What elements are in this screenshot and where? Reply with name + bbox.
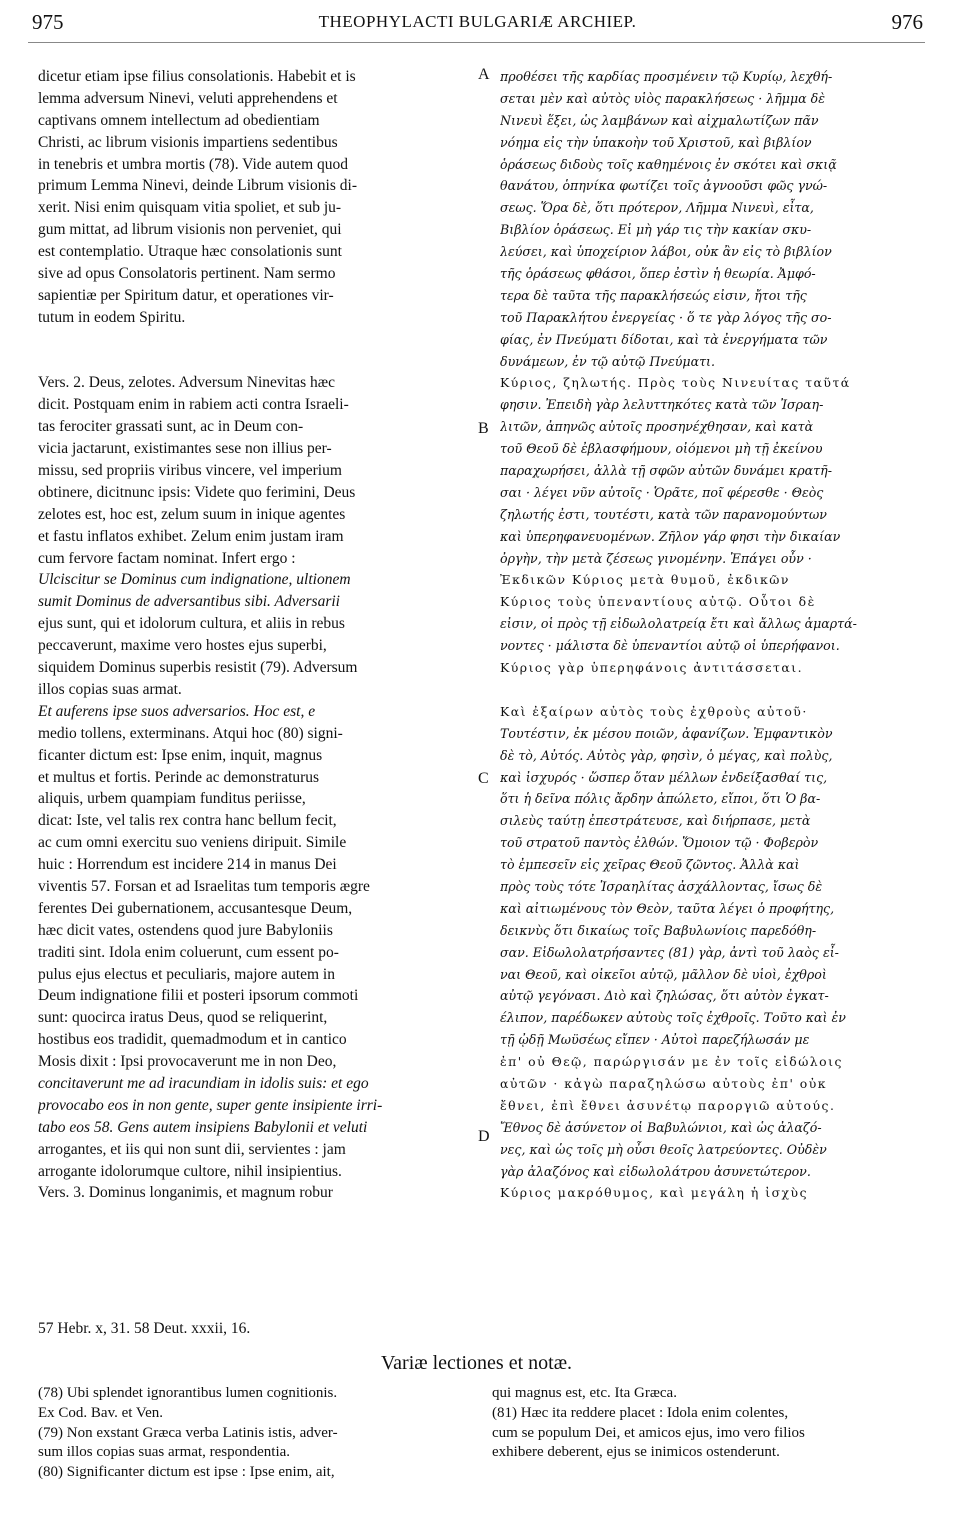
latin-text-line: medio tollens, exterminans. Atqui hoc (80) signi-	[38, 724, 343, 742]
latin-text-line: captivans omnem intellectum ad obedientiam	[38, 111, 320, 129]
margin-letter-a: A	[478, 66, 490, 83]
latin-text-line: obtinere, dicitnunc ipsis: Videte quo ferimini, Deus	[38, 483, 356, 501]
greek-text-line: νόημα εἰς τὴν ὑπακοὴν τοῦ Χριστοῦ, καὶ βιβλίον	[500, 134, 812, 150]
margin-letter-c: C	[478, 770, 489, 787]
greek-text-line: Κύριος τοὺς ὑπεναντίους αὐτῷ. Οὗτοι δὲ	[500, 594, 816, 610]
latin-text-line: hæc dicit vates, ostendens quod jure Babyloniis	[38, 921, 333, 939]
greek-text-line: καὶ αἰτιωμένους τὸν Θεὸν, ταῦτα λέγει ὁ προφήτης,	[500, 900, 835, 916]
latin-text-line: traditi sint. Idola enim coluerunt, cum essent po-	[38, 943, 339, 961]
latin-text-line: zelotes est, hoc est, zelum suum in inique agentes	[38, 505, 346, 523]
latin-text-line: lemma adversum Ninevi, veluti apprehendens et	[38, 89, 338, 107]
header-rule	[28, 42, 925, 43]
latin-text-line: tutum in eodem Spiritu.	[38, 308, 186, 326]
greek-text-line: φίας, ἐν Πνεύματι δίδοται, καὶ τὰ ἐνεργήματα τῶν	[500, 331, 828, 347]
greek-text-line: Βιβλίον ὁράσεως. Εἰ μὴ γάρ τις τὴν κακίαν σκυ-	[500, 222, 812, 238]
latin-text-line: arrogantes, et iis qui non sunt dii, servientes : jam	[38, 1140, 346, 1158]
latin-text-line: primum Lemma Ninevi, deinde Librum visionis di-	[38, 177, 357, 195]
note-line: sum illos copias suas armat, respondentia.	[38, 1444, 291, 1461]
latin-text-line: dicetur etiam ipse filius consolationis. Habebit et is	[38, 68, 356, 85]
greek-text-line: ναι Θεοῦ, καὶ οἰκεῖοι αὐτῷ, μᾶλλον δὲ υἱοὶ, ἐχθροὶ	[500, 966, 827, 982]
latin-text-line: missu, sed propriis viribus vincere, vel imperium	[38, 462, 342, 480]
latin-text-line: sapientiæ per Spiritum datur, et operationes vir-	[38, 286, 334, 304]
page-header	[30, 8, 925, 44]
greek-text-line: ὀργὴν, τὴν μετὰ ζέσεως γινομένην. Ἐπάγει οὖν ·	[500, 550, 812, 566]
latin-text-line: aliquis, urbem quampiam funditus periisse,	[38, 790, 306, 808]
notes-left-column	[38, 1384, 478, 1483]
greek-text-line: Ἐκδικῶν Κύριος μετὰ θυμοῦ, ἐκδικῶν	[500, 572, 790, 588]
note-line: qui magnus est, etc. Ita Græca.	[492, 1385, 677, 1401]
latin-text-line: arrogante idolorumque cultore, nihil insipientius.	[38, 1162, 342, 1180]
note-line: (80) Significanter dictum est ipse : Ipse enim, ait,	[38, 1464, 335, 1481]
greek-text-line: αὐτῶν · κἀγὼ παραζηλώσω αὐτοὺς ἐπ' οὐκ	[500, 1075, 828, 1091]
greek-text-line	[500, 679, 928, 701]
greek-column	[500, 66, 928, 1204]
latin-text-line: ejus sunt, qui et idolorum cultura, et aliis in rebus	[38, 615, 345, 633]
greek-text-line: αὐτῷ γεγόνασι. Διὸ καὶ ζηλώσας, ὅτι αὐτὸν ἐγκατ-	[500, 988, 829, 1004]
latin-text-line: Vers. 3. Dominus longanimis, et magnum robur	[38, 1184, 333, 1202]
greek-text-line: θανάτου, ὁπηνίκα φωτίζει τοῖς ἀγνοοῦσι φῶς γνώ-	[500, 178, 828, 194]
latin-text-line: vicia jactarunt, existimantes sese non illius per-	[38, 440, 332, 458]
greek-text-line: τοῦ Παρακλήτου ἐνεργείας · ὅ τε γὰρ λόγος τῆς σο-	[500, 309, 832, 325]
latin-text-line: concitaverunt me ad iracundiam in idolis suis: et ego	[38, 1074, 369, 1092]
latin-text-line: dicat: Iste, vel talis rex contra hanc bellum fecit,	[38, 812, 337, 830]
greek-text-line: σεως. Ὅρα δὲ, ὅτι πρότερον, Λῆμμα Νινευὶ, εἶτα,	[500, 200, 814, 216]
note-line: Ex Cod. Bav. et Ven.	[38, 1404, 163, 1421]
margin-letter-b: B	[478, 420, 489, 437]
latin-text-line: sumit Dominus de adversantibus sibi. Adversarii	[38, 593, 340, 611]
latin-text-line: sive ad opus Consolatoris pertinent. Nam sermo	[38, 265, 336, 283]
greek-text-line: ἔθνει, ἐπὶ ἔθνει ἀσυνέτῳ παροργιῶ αὐτούς.	[500, 1097, 836, 1113]
margin-letter-d: D	[478, 1128, 490, 1145]
notes-title: Variæ lectiones et notæ.	[380, 1352, 573, 1374]
greek-text-line: σεται μὲν καὶ αὐτὸς υἱὸς παρακλήσεως · λῆμμα δὲ	[500, 90, 825, 106]
greek-text-line: ὁράσεως διδοὺς τοῖς καθημένοις ἐν σκότει καὶ σκιᾷ	[500, 156, 837, 172]
notes-right-column	[492, 1384, 928, 1463]
latin-text-line: illos copias suas armat.	[38, 680, 182, 698]
latin-text-line: ferentes Dei gubernationem, accusantesque Deum,	[38, 899, 353, 917]
note-line: cum se populum Dei, et amicos ejus, imo vero filios	[492, 1424, 805, 1441]
latin-text-line: viventis 57. Forsan et ad Israelitas tum temporis ægre	[38, 877, 370, 895]
greek-text-line: σαν. Εἰδωλολατρήσαντες (81) γὰρ, ἀντὶ τοῦ λαὸς εἶ-	[500, 944, 839, 960]
greek-text-line: προθέσει τῆς καρδίας προσμένειν τῷ Κυρίῳ, λεχθή-	[500, 69, 833, 84]
latin-text-line: xerit. Nisi enim quisquam vitia spoliet, et sub ju-	[38, 199, 342, 217]
latin-text-line: peccaverunt, maxime vero hostes ejus superbi,	[38, 637, 327, 655]
greek-text-line: τοῦ Θεοῦ δὲ ἐβλασφήμουν, οἰόμενοι μὴ τῇ ἐκείνου	[500, 441, 823, 457]
greek-text-line: εἰσιν, οἱ πρὸς τῇ εἰδωλολατρείᾳ ἔτι καὶ ἄλλως ἁμαρτά-	[500, 616, 857, 632]
latin-text-line: ficanter dictum est: Ipse enim, inquit, magnus	[38, 746, 323, 764]
latin-text-line: siquidem Dominus superbis resistit (79). Adversum	[38, 659, 358, 677]
latin-text-line: et multus et fortis. Perinde ac demonstraturus	[38, 768, 320, 786]
footnotes: 57 Hebr. x, 31. 58 Deut. xxxii, 16.	[38, 1320, 251, 1337]
latin-text-line	[38, 329, 474, 351]
greek-text-line: Κύριος μακρόθυμος, καὶ μεγάλη ἡ ἰσχὺς	[500, 1185, 809, 1201]
greek-text-line: σαι · λέγει νῦν αὐτοῖς · Ὁρᾶτε, ποῖ φέρεσθε · Θεὸς	[500, 484, 824, 500]
greek-text-line: λεύσει, καὶ ὑποχείριον λάβοι, οὐκ ἂν εἰς τὸ βιβλίον	[500, 244, 832, 260]
latin-text-line: hostibus eos tradidit, quemadmodum et in cantico	[38, 1031, 347, 1049]
latin-text-line: Et auferens ipse suos adversarios. Hoc est, e	[38, 702, 316, 720]
page-number-right: 976	[891, 10, 923, 34]
greek-text-line: νες, καὶ ὡς τοῖς μὴ οὖσι θεοῖς λατρεύοντες. Οὐδὲν	[500, 1141, 827, 1157]
greek-text-line: δεικνὺς ὅτι δικαίως τοῖς Βαβυλωνίοις παρεδόθη-	[500, 922, 817, 938]
greek-text-line: τὸ ἐμπεσεῖν εἰς χεῖρας Θεοῦ ζῶντος. Ἀλλὰ καὶ	[500, 857, 800, 873]
latin-text-line: ac cum omni exercitu suo veniens diripuit. Simile	[38, 834, 347, 852]
greek-text-line: τερα δὲ ταῦτα τῆς παρακλήσεώς εἰσιν, ἤτοι τῆς	[500, 287, 807, 303]
latin-text-line: provocabo eos in non gente, super gente insipiente irri-	[38, 1096, 383, 1114]
greek-text-line: τοῦ στρατοῦ παντὸς ἐλθών. Ὅμοιον τῷ · Φοβερὸν	[500, 835, 819, 851]
greek-text-line: λιτῶν, ἀπηνῶς αὐτοῖς προσηνέχθησαν, καὶ κατὰ	[500, 419, 814, 435]
latin-text-line: Deum indignatione filii et posteri ipsorum commoti	[38, 987, 359, 1005]
latin-text-line: in tenebris et umbra mortis (78). Vide autem quod	[38, 155, 349, 173]
latin-text-line: sunt: quocirca iratus Deus, quod se reliquerint,	[38, 1009, 328, 1027]
greek-text-line: πρὸς τοὺς τότε Ἰσραηλίτας ἀσχάλλοντας, ἴσως δὲ	[500, 878, 823, 894]
latin-text-line: Mosis dixit : Ipsi provocaverunt me in non Deo,	[38, 1053, 337, 1071]
latin-text-line: dicit. Postquam enim in rabiem acti contra Israeli-	[38, 396, 349, 414]
latin-text-line: tas ferociter grassati sunt, ac in Deum con-	[38, 418, 304, 436]
greek-text-line: καὶ ἰσχυρός · ὥσπερ ὅταν μέλλων ἐνδείξασθαί τις,	[500, 769, 828, 785]
greek-text-line: παραχωρήσει, ἀλλὰ τῇ σφῶν αὐτῶν δυνάμει κρατῆ-	[500, 463, 832, 479]
latin-text-line	[38, 351, 474, 373]
greek-text-line: δυνάμεων, ἐν τῷ αὐτῷ Πνεύματι.	[500, 353, 715, 369]
note-line: (81) Hæc ita reddere placet : Idola enim colentes,	[492, 1404, 789, 1421]
latin-text-line: Vers. 2. Deus, zelotes. Adversum Ninevitas hæc	[38, 374, 336, 392]
greek-text-line: καὶ ὑπερηφανευομένων. Ζῆλον γάρ φησι τὴν δικαίαν	[500, 528, 841, 544]
greek-text-line: δὲ τὸ, Αὐτός. Αὐτὸς γὰρ, φησὶν, ὁ μέγας, καὶ πολὺς,	[500, 747, 833, 763]
greek-text-line: Νινευὶ ἕξει, ὡς λαμβάνων καὶ αἰχμαλωτίζων πᾶν	[500, 112, 819, 128]
latin-text-line: tabo eos 58. Gens autem insipiens Babylonii et veluti	[38, 1118, 368, 1136]
greek-text-line: τῆς ὁράσεως φθάσοι, ὅπερ ἐστὶν ἡ θεωρία. Ἀμφό-	[500, 266, 816, 282]
latin-column	[38, 66, 474, 1204]
note-line: (79) Non exstant Græca verba Latinis istis, adver-	[38, 1424, 338, 1441]
greek-text-line: σιλεὺς ταύτῃ ἐπεστράτευσε, καὶ διήρπασε, μετὰ	[500, 813, 811, 829]
greek-text-line: Τουτέστιν, ἐκ μέσου ποιῶν, ἀφανίζων. Ἐμφαντικὸν	[500, 725, 833, 741]
note-line: (78) Ubi splendet ignorantibus lumen cognitionis.	[38, 1385, 338, 1401]
latin-text-line: huic : Horrendum est incidere 214 in manus Dei	[38, 856, 337, 874]
note-line: exhibere deberent, ejus se inimicos ostenderunt.	[492, 1444, 780, 1461]
greek-text-line: ἐπ' οὐ Θεῷ, παρώργισάν με ἐν τοῖς εἰδώλοις	[500, 1054, 843, 1070]
greek-text-line: φησιν. Ἐπειδὴ γὰρ λελυττηκότες κατὰ τῶν Ἰσραη-	[500, 397, 824, 413]
latin-text-line: Ulciscitur se Dominus cum indignatione, ultionem	[38, 571, 351, 589]
greek-text-line: νοντες · μάλιστα δὲ ὑπεναντίοι αὐτῷ οἱ ὑπερήφανοι.	[500, 638, 840, 654]
latin-text-line: Christi, ac librum visionis impartiens sedentibus	[38, 133, 338, 151]
greek-text-line: ζηλωτής ἐστι, τουτέστι, κατὰ τῶν παρανομούντων	[500, 506, 827, 522]
latin-text-line: gum mittat, ad librum visionis non perveniet, qui	[38, 221, 342, 239]
greek-text-line: Κύριος, ζηλωτής. Πρὸς τοὺς Νινευίτας ταῦτά	[500, 375, 851, 391]
greek-text-line: ὅτι ἡ δεῖνα πόλις ἄρδην ἀπώλετο, εἴποι, ὅτι Ὁ βα-	[500, 791, 821, 807]
latin-text-line: pulus ejus electus et peculiaris, majore autem in	[38, 965, 335, 983]
greek-text-line: Κύριος γὰρ ὑπερηφάνοις ἀντιτάσσεται.	[500, 660, 804, 676]
latin-text-line: cum fervore factam nominat. Infert ergo :	[38, 549, 296, 567]
greek-text-line: Ἔθνος δὲ ἀσύνετον οἱ Βαβυλώνιοι, καὶ ὡς ἀλαζό-	[500, 1119, 822, 1135]
running-title: THEOPHYLACTI BULGARIÆ ARCHIEP.	[318, 12, 637, 31]
greek-text-line: γὰρ ἀλαζόνος καὶ εἰδωλολάτρου ἀσυνετώτερον.	[500, 1163, 811, 1179]
page-number-left: 975	[32, 10, 64, 34]
latin-text-line: est contemplatio. Utraque hæc consolationis sunt	[38, 243, 342, 261]
greek-text-line: έλιπον, παρέδωκεν αὐτοὺς τοῖς ἐχθροῖς. Τοῦτο καὶ ἐν	[500, 1010, 846, 1026]
latin-text-line: et fastu inflatos exhibet. Zelum enim justam iram	[38, 527, 344, 545]
greek-text-line: Καὶ ἐξαίρων αὐτὸς τοὺς ἐχθροὺς αὐτοῦ·	[500, 703, 808, 719]
greek-text-line: τῇ ᾠδῇ Μωϋσέως εἴπεν · Αὐτοὶ παρεζήλωσάν με	[500, 1032, 810, 1048]
